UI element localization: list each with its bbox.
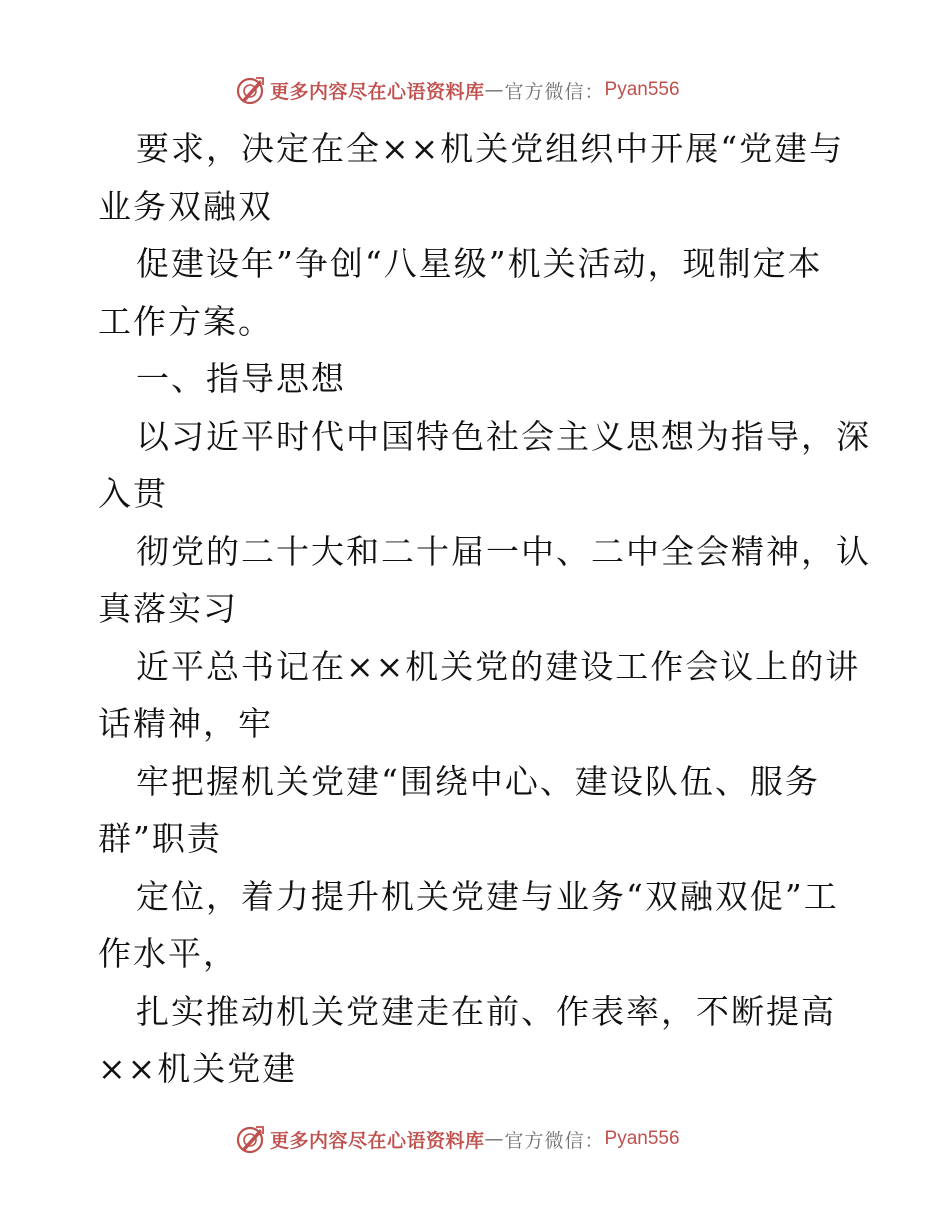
text-line: 真落实习	[98, 589, 238, 628]
watermark-wechat-label: 官方微信：	[504, 80, 605, 103]
text-line: 业务双融双	[98, 186, 273, 226]
text-line: 一、指导思想	[136, 359, 346, 398]
watermark-brand-text: 更多内容尽在心语资料库	[270, 80, 485, 103]
text-line: 牢把握机关党建“围绕中心、建设队伍、服务	[136, 761, 820, 801]
text-line: 彻党的二十大和二十届一中、二中全会精神，认	[136, 531, 871, 571]
text-line: 促建设年”争创“八星级”机关活动，现制定本	[136, 244, 823, 283]
watermark-wechat-id: Pyan556	[604, 79, 680, 100]
text-line: 入贯	[98, 474, 168, 513]
text-line: ××机关党建	[98, 1049, 298, 1088]
text-line: 近平总书记在××机关党的建设工作会议上的讲	[136, 646, 861, 686]
text-line: 工作方案。	[98, 301, 273, 341]
text-line: 定位，着力提升机关党建与业务“双融双促”工	[136, 876, 839, 916]
body-paragraph	[98, 120, 871, 1098]
text-line: 以习近平时代中国特色社会主义思想为指导，深	[136, 416, 871, 456]
watermark-dash: —	[484, 79, 505, 101]
text-line: 要求，决定在全××机关党组织中开展“党建与	[136, 129, 845, 168]
document-body	[98, 120, 871, 1098]
watermark-wechat-id: Pyan556	[604, 1128, 680, 1149]
brand-logo-icon	[234, 1123, 266, 1155]
watermark-brand-text: 更多内容尽在心语资料库	[270, 1129, 485, 1152]
header-watermark	[234, 73, 754, 107]
text-line: 话精神，牢	[98, 704, 273, 743]
watermark-wechat-label: 官方微信：	[504, 1129, 605, 1152]
watermark-dash: —	[484, 1128, 505, 1150]
brand-logo-icon	[234, 74, 266, 106]
text-line: 扎实推动机关党建走在前、作表率，不断提高	[136, 991, 836, 1031]
text-line: 群”职责	[98, 819, 222, 858]
footer-watermark	[234, 1122, 754, 1156]
text-line: 作水平，	[98, 934, 238, 973]
